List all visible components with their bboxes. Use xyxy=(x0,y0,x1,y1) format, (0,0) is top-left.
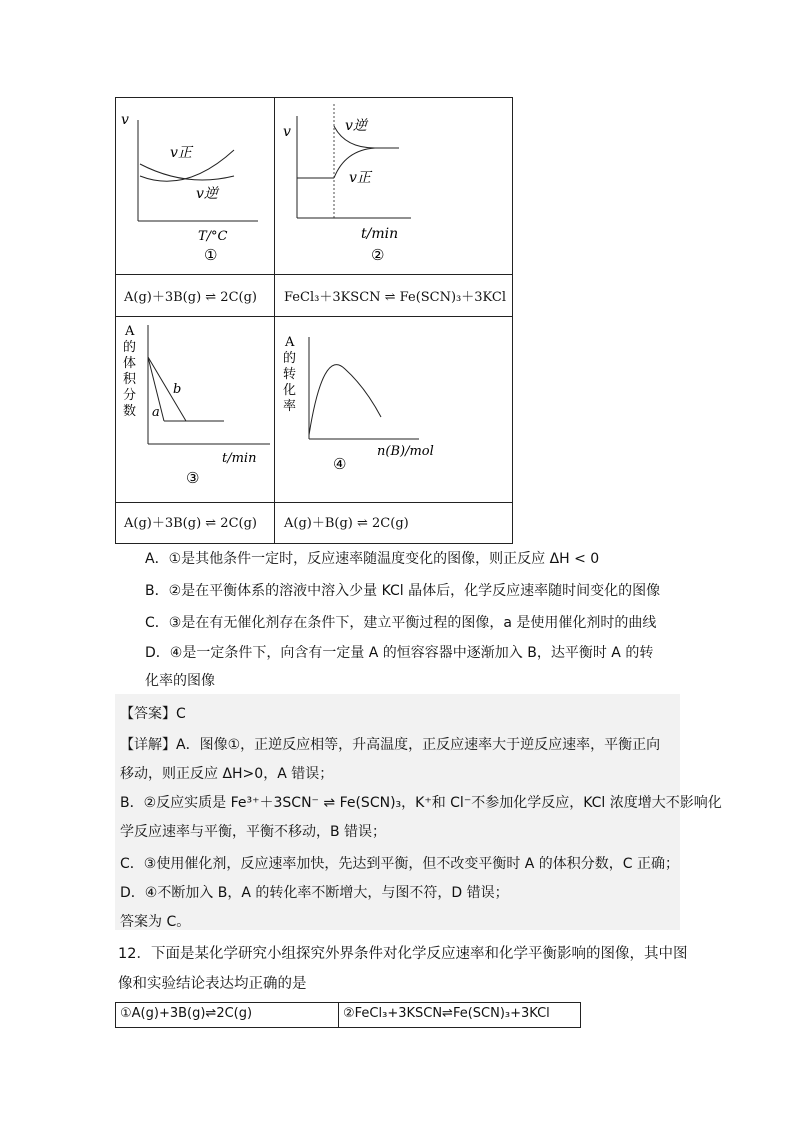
g4-ylabel-1: 的 xyxy=(283,351,297,366)
answer-line-6: D．④不断加入 B，A 的转化率不断增大，与图不符，D 错误； xyxy=(120,885,509,901)
question-12-line2: 像和实验结论表达均正确的是 xyxy=(118,976,307,992)
small-table-divider xyxy=(338,1002,339,1028)
answer-line-7: 答案为 C。 xyxy=(120,914,191,930)
graph-1 xyxy=(116,98,274,274)
g2-number: ② xyxy=(371,246,385,264)
equation-4: A(g)＋B(g) ⇌ 2C(g) xyxy=(284,516,409,531)
g1-number: ① xyxy=(204,246,218,264)
question-12-line1: 12．下面是某化学研究小组探究外界条件对化学反应速率和化学平衡影响的图像，其中图 xyxy=(118,946,688,962)
g4-ylabel-0: A xyxy=(285,335,295,350)
option-c: C．③是在有无催化剂存在条件下，建立平衡过程的图像，a 是使用催化剂时的曲线 xyxy=(145,615,657,631)
g3-ylabel-2: 体 xyxy=(123,356,137,371)
option-b: B．②是在平衡体系的溶液中溶入少量 KCl 晶体后，化学反应速率随时间变化的图像 xyxy=(145,583,661,599)
g2-label-vfwd: v正 xyxy=(349,170,371,186)
g1-label-vfwd: v正 xyxy=(170,145,192,161)
g3-ylabel-0: A xyxy=(125,324,135,339)
equation-1: A(g)＋3B(g) ⇌ 2C(g) xyxy=(124,290,257,305)
option-a: A．①是其他条件一定时，反应速率随温度变化的图像，则正反应 ΔH < 0 xyxy=(145,551,600,567)
answer-line-1: 【详解】A．图像①，正逆反应相等，升高温度，正反应速率大于逆反应速率，平衡正向 xyxy=(120,737,661,753)
equation-3: A(g)＋3B(g) ⇌ 2C(g) xyxy=(124,516,257,531)
g4-ylabel-4: 率 xyxy=(283,399,297,414)
answer-line-4: 学反应速率与平衡，平衡不移动，B 错误； xyxy=(120,824,387,840)
g4-xlabel: n(B)/mol xyxy=(377,444,434,459)
g4-ylabel xyxy=(283,335,296,414)
table-divider-row3 xyxy=(115,502,513,503)
answer-line-5: C．③使用催化剂，反应速率加快，先达到平衡，但不改变平衡时 A 的体积分数，C 正确； xyxy=(120,856,680,872)
g4-number: ④ xyxy=(333,455,347,473)
answer-label: 【答案】C xyxy=(120,706,186,722)
g3-ylabel-5: 数 xyxy=(123,404,137,419)
table-divider-row1 xyxy=(115,274,513,275)
g2-xlabel: t/min xyxy=(361,226,399,242)
g4-ylabel-2: 转 xyxy=(283,367,297,382)
g2-label-vrev: v逆 xyxy=(345,118,367,134)
g3-curve-a: a xyxy=(152,405,160,420)
answer-line-3: B．②反应实质是 Fe³⁺＋3SCN⁻ ⇌ Fe(SCN)₃，K⁺和 Cl⁻不参加化学反应，KCl 浓度增大不影响化 xyxy=(120,795,722,811)
graph-2 xyxy=(275,98,513,274)
g3-ylabel-1: 的 xyxy=(123,340,137,355)
answer-line-2: 移动，则正反应 ΔH>0，A 错误； xyxy=(120,766,334,782)
option-d-line1: D．④是一定条件下，向含有一定量 A 的恒容容器中逐渐加入 B，达平衡时 A 的转 xyxy=(145,645,654,661)
small-table-cell-1: ①A(g)+3B(g)⇌2C(g) xyxy=(120,1006,253,1021)
g3-ylabel xyxy=(123,324,137,419)
g4-ylabel-3: 化 xyxy=(283,383,297,398)
g3-ylabel-4: 分 xyxy=(123,388,137,403)
small-table-cell-2: ②FeCl₃+3KSCN⇌Fe(SCN)₃+3KCl xyxy=(343,1006,550,1021)
option-d-line2: 化率的图像 xyxy=(145,673,215,689)
g1-axis-v: v xyxy=(121,112,129,128)
g3-xlabel: t/min xyxy=(222,451,257,466)
graph-4 xyxy=(275,317,513,502)
g2-axis-v: v xyxy=(283,124,291,140)
g3-ylabel-3: 积 xyxy=(123,372,137,387)
g1-xlabel: T/°C xyxy=(198,229,228,244)
g1-label-vrev: v逆 xyxy=(196,186,218,202)
g3-curve-b: b xyxy=(173,382,182,397)
g3-number: ③ xyxy=(186,469,200,487)
equation-2: FeCl₃＋3KSCN ⇌ Fe(SCN)₃＋3KCl xyxy=(284,290,507,305)
graph-3 xyxy=(116,317,274,502)
